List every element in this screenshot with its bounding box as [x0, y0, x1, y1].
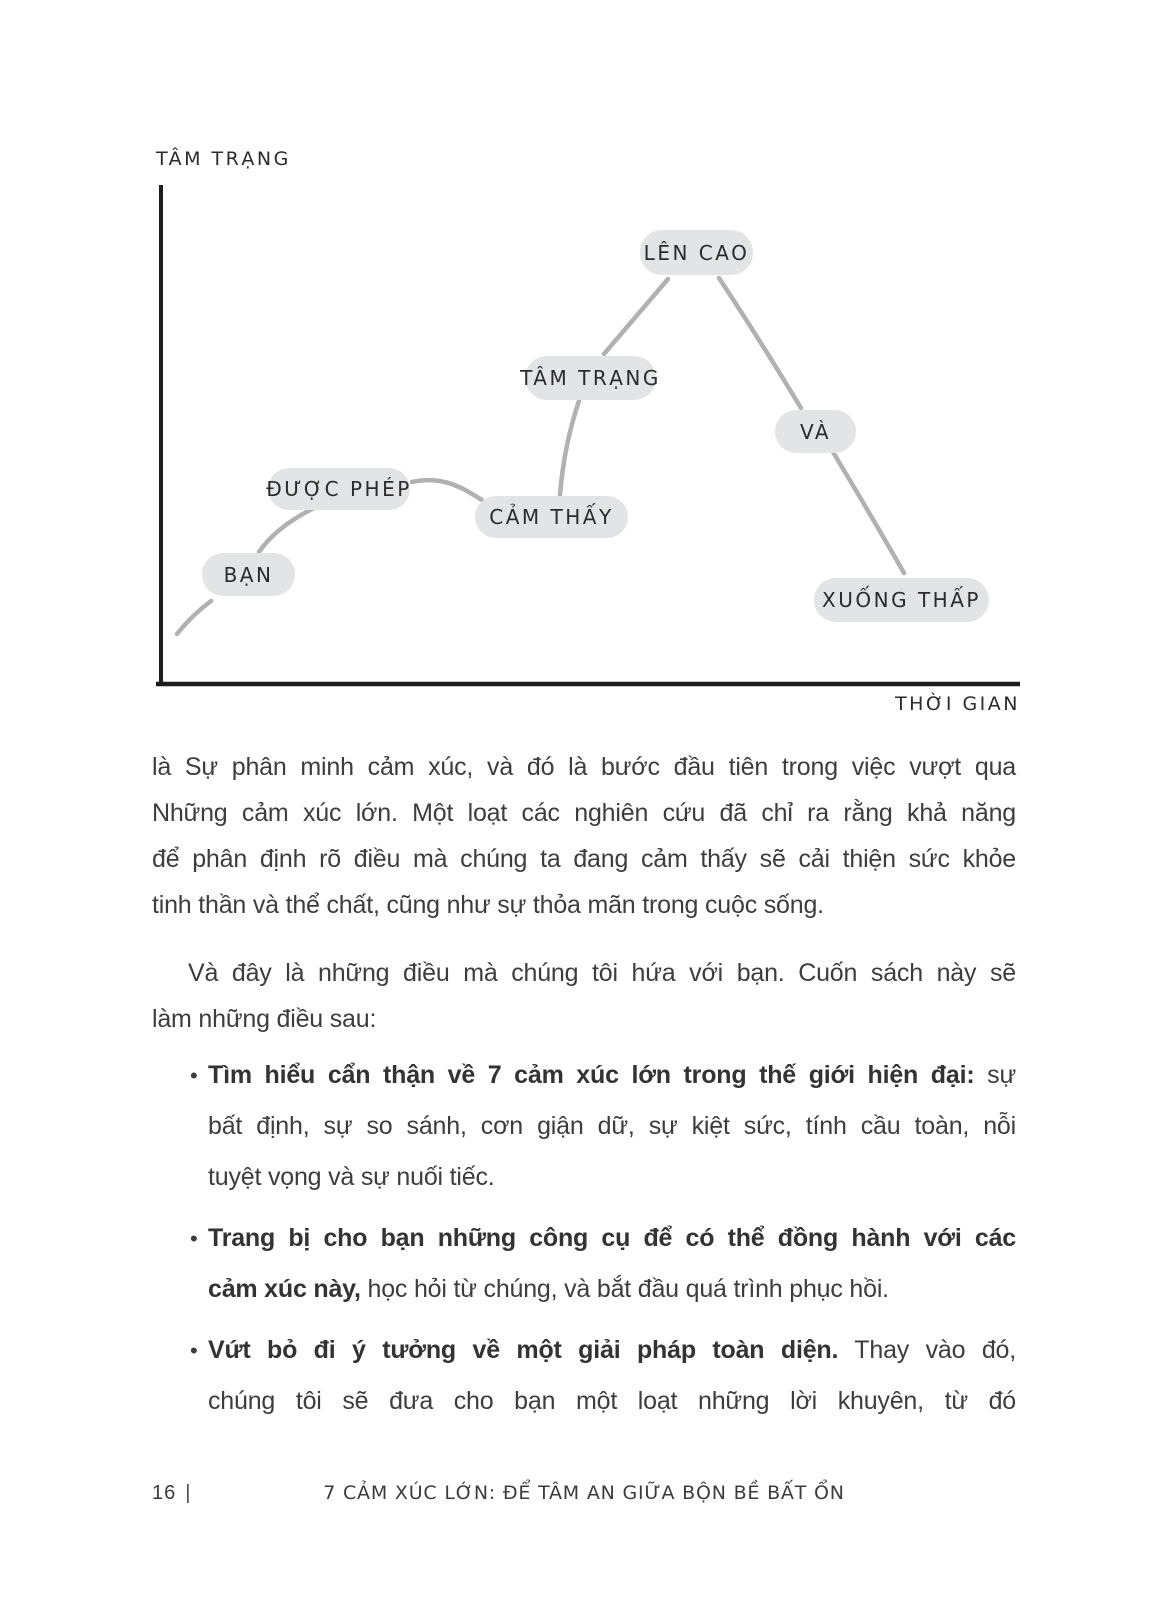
paragraph-line: tinh thần và thể chất, cũng như sự thỏa mãn trong cuộc sống.: [152, 891, 824, 919]
bullet-regular-text: tuyệt vọng và sự nuối tiếc.: [208, 1163, 495, 1191]
bullet-marker: •: [190, 1338, 198, 1363]
footer-divider: |: [185, 1482, 192, 1504]
list-item: [152, 1325, 1016, 1427]
paragraph-1: [152, 744, 1016, 928]
bullet-line: [208, 1376, 1016, 1427]
page-number-value: 16: [152, 1482, 177, 1504]
paragraph-line: Và đây là những điều mà chúng tôi hứa với bạn. Cuốn sách này sẽ: [188, 959, 1016, 987]
bullet-regular-text: sự: [974, 1061, 1016, 1089]
bullet-bold-text: Tìm hiểu cẩn thận về 7 cảm xúc lớn trong thế giới hiện đại:: [208, 1061, 975, 1089]
curve-segment-start: [177, 601, 211, 634]
bullet-regular-text: học hỏi từ chúng, và bắt đầu quá trình phục hồi.: [360, 1275, 889, 1303]
bullet-line: [208, 1050, 1016, 1101]
bullet-bold-text: cảm xúc này,: [208, 1275, 361, 1303]
paragraph-2: [152, 950, 1016, 1042]
bullet-list: [152, 1050, 1016, 1427]
bullet-marker: •: [190, 1226, 198, 1251]
bullet-line: [208, 1264, 1016, 1315]
list-item: [152, 1050, 1016, 1203]
curve-segment-va-xuongthap: [833, 452, 904, 573]
chart-canvas: [152, 145, 1032, 725]
chart-node-duocphep: ĐƯỢC PHÉP: [268, 468, 410, 510]
chart-node-xuongthap: XUỐNG THẤP: [814, 578, 989, 622]
y-axis-label: TÂM TRẠNG: [156, 148, 291, 170]
paragraph-line: làm những điều sau:: [152, 1005, 377, 1033]
bullet-regular-text: chúng tôi sẽ đưa cho bạn một loạt những lời khuyên, từ đó: [208, 1387, 1016, 1415]
bullet-marker: •: [190, 1063, 198, 1088]
curve-segment-camthay-tamtrang: [560, 401, 579, 495]
paragraph-line: Những cảm xúc lớn. Một loạt các nghiên cứu đã chỉ ra rằng khả năng: [152, 799, 1016, 827]
bullet-bold-text: Trang bị cho bạn những công cụ để có thể đồng hành với các: [208, 1224, 1016, 1252]
bullet-regular-text: Thay vào đó,: [838, 1336, 1016, 1364]
bullet-line: [208, 1213, 1016, 1264]
body-text: [152, 736, 1016, 1437]
curve-segment-ban-duocphep: [259, 508, 314, 552]
chart-node-lencao: LÊN CAO: [640, 230, 753, 275]
running-title: 7 CẢM XÚC LỚN: ĐỂ TÂM AN GIỮA BỘN BỀ BẤT ỔN: [323, 1482, 845, 1504]
bullet-line: [208, 1101, 1016, 1152]
chart-node-tamtrang: TÂM TRẠNG: [525, 356, 656, 400]
curve-segment-duocphep-camthay: [412, 480, 482, 500]
list-item: [152, 1213, 1016, 1315]
paragraph-line: là Sự phân minh cảm xúc, và đó là bước đầu tiên trong việc vượt qua: [152, 753, 1016, 781]
bullet-line: [208, 1152, 1016, 1203]
bullet-bold-text: Vứt bỏ đi ý tưởng về một giải pháp toàn diện.: [208, 1336, 839, 1364]
mood-chart: [152, 145, 1032, 725]
paragraph-line: để phân định rõ điều mà chúng ta đang cảm thấy sẽ cải thiện sức khỏe: [152, 845, 1016, 873]
chart-node-ban: BẠN: [202, 553, 295, 596]
curve-segment-lencao-va: [719, 278, 801, 408]
page-footer: [152, 1482, 1016, 1514]
x-axis-label: THỜI GIAN: [895, 693, 1020, 715]
chart-node-camthay: CẢM THẤY: [475, 496, 628, 538]
curve-segment-tamtrang-lencao: [604, 279, 668, 354]
bullet-regular-text: bất định, sự so sánh, cơn giận dữ, sự kiệt sức, tính cầu toàn, nỗi: [208, 1112, 1016, 1140]
chart-node-va: VÀ: [775, 410, 856, 453]
bullet-line: [208, 1325, 1016, 1376]
